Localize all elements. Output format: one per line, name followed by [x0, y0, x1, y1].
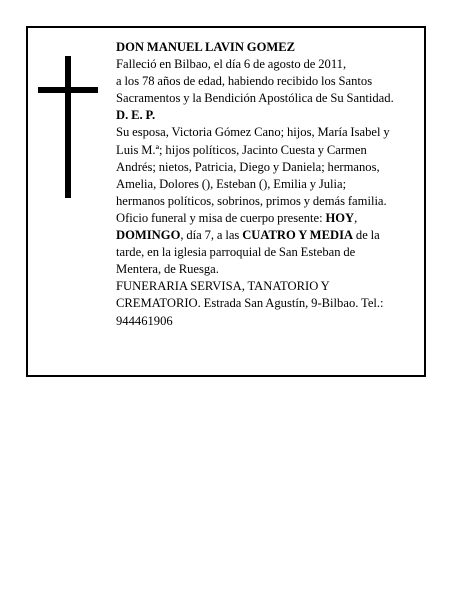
service-time-highlight: CUATRO Y MEDIA: [242, 228, 354, 243]
family-line: Luis M.ª; hijos políticos, Jacinto Cuesta y Carmen: [116, 142, 367, 157]
service-text: Oficio funeral y misa de cuerpo presente:: [116, 210, 326, 225]
funeral-home-line: FUNERARIA SERVISA, TANATORIO Y: [116, 279, 330, 294]
family-line: Su esposa, Victoria Gómez Cano; hijos, María Isabel y: [116, 125, 390, 140]
dep-line: D. E. P.: [116, 108, 156, 123]
family-line: hermanos políticos, sobrinos, primos y demás familia.: [116, 193, 387, 208]
death-line: a los 78 años de edad, habiendo recibido los Santos: [116, 74, 373, 89]
service-line: Mentera, de Ruesga.: [116, 262, 219, 277]
service-text: , día 7, a las: [180, 228, 243, 243]
service-line: [116, 227, 428, 244]
service-text: de la: [353, 228, 380, 243]
death-line: Sacramentos y la Bendición Apostólica de Su Santidad.: [116, 91, 394, 106]
funeral-home-line: CREMATORIO. Estrada San Agustín, 9-Bilbao. Tel.:: [116, 296, 384, 311]
family-line: Amelia, Dolores (), Esteban (), Emilia y Julia;: [116, 176, 347, 191]
service-weekday-highlight: DOMINGO: [116, 228, 181, 243]
cross-horizontal-bar: [38, 87, 98, 93]
service-line: [116, 210, 428, 227]
family-line: Andrés; nietos, Patricia, Diego y Daniela; hermanos,: [116, 159, 380, 174]
death-line: Falleció en Bilbao, el día 6 de agosto de 2011,: [116, 57, 347, 72]
service-day-highlight: HOY: [325, 210, 355, 225]
service-text: ,: [354, 210, 358, 225]
funeral-home-phone: 944461906: [116, 313, 173, 328]
obituary-notice: [26, 26, 426, 377]
cross-vertical-bar: [65, 56, 71, 198]
deceased-name: DON MANUEL LAVIN GOMEZ: [116, 40, 296, 54]
service-line: tarde, en la iglesia parroquial de San Esteban de: [116, 245, 356, 260]
cross-icon: [38, 56, 98, 198]
notice-text: [116, 39, 428, 330]
